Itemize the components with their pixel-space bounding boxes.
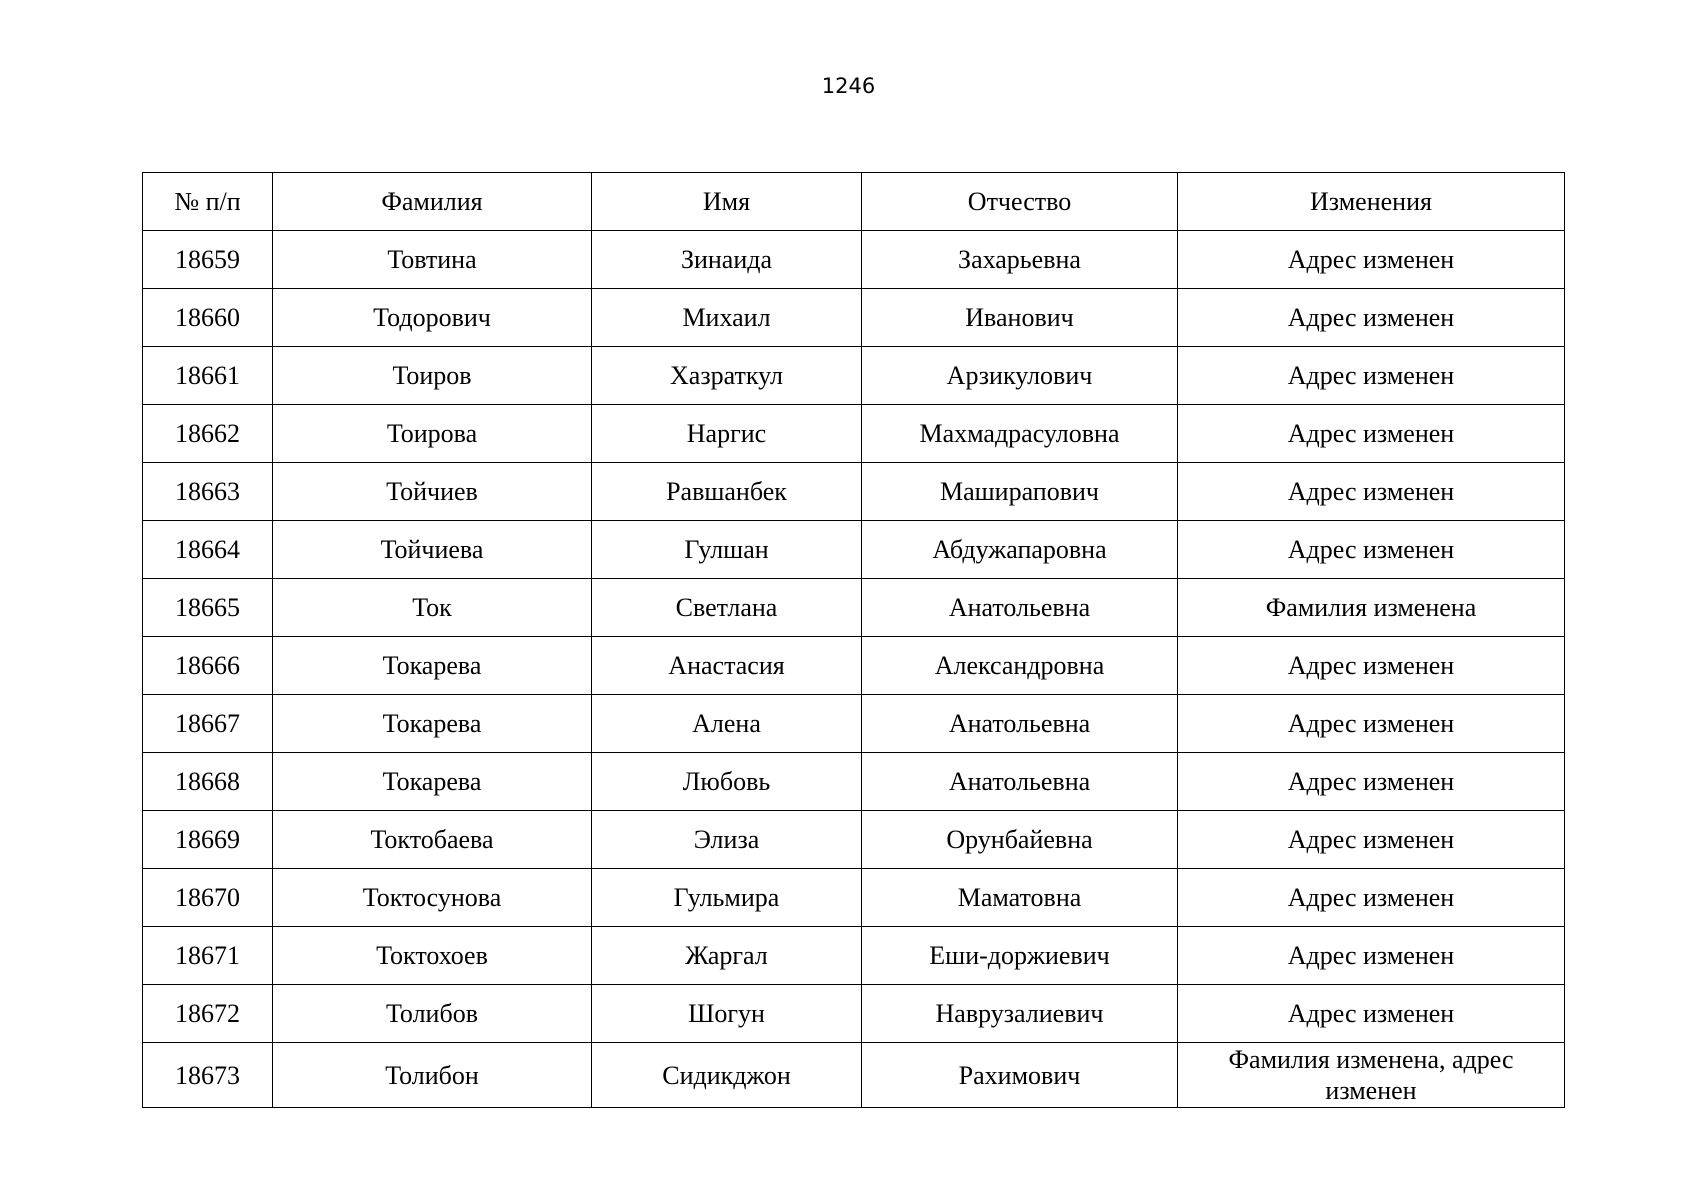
cell-first-name: Равшанбек [592, 463, 862, 521]
cell-patronymic: Иванович [862, 289, 1178, 347]
cell-number: 18668 [143, 753, 273, 811]
cell-surname: Тойчиев [273, 463, 592, 521]
cell-number: 18664 [143, 521, 273, 579]
cell-surname: Товтина [273, 231, 592, 289]
cell-patronymic: Анатольевна [862, 753, 1178, 811]
cell-first-name: Хазраткул [592, 347, 862, 405]
cell-changes: Адрес изменен [1178, 811, 1565, 869]
cell-first-name: Анастасия [592, 637, 862, 695]
cell-number: 18660 [143, 289, 273, 347]
cell-patronymic: Абдужапаровна [862, 521, 1178, 579]
header-surname: Фамилия [273, 173, 592, 231]
cell-changes: Адрес изменен [1178, 463, 1565, 521]
table-row [143, 347, 1565, 405]
table-row [143, 869, 1565, 927]
cell-changes: Фамилия изменена [1178, 579, 1565, 637]
cell-first-name: Сидикджон [592, 1043, 862, 1108]
table-row [143, 927, 1565, 985]
cell-number: 18672 [143, 985, 273, 1043]
cell-changes: Адрес изменен [1178, 753, 1565, 811]
cell-surname: Токтосунова [273, 869, 592, 927]
cell-first-name: Светлана [592, 579, 862, 637]
cell-number: 18669 [143, 811, 273, 869]
cell-first-name: Гульмира [592, 869, 862, 927]
registry-table [142, 172, 1565, 1108]
cell-surname: Токтобаева [273, 811, 592, 869]
table-row [143, 637, 1565, 695]
cell-patronymic: Александровна [862, 637, 1178, 695]
header-first-name: Имя [592, 173, 862, 231]
table-row [143, 753, 1565, 811]
cell-changes: Адрес изменен [1178, 695, 1565, 753]
cell-surname: Тодорович [273, 289, 592, 347]
table-row [143, 985, 1565, 1043]
cell-first-name: Элиза [592, 811, 862, 869]
cell-number: 18659 [143, 231, 273, 289]
page-number: 1246 [821, 74, 876, 98]
cell-changes: Фамилия изменена, адрес изменен [1178, 1043, 1565, 1108]
cell-first-name: Жаргал [592, 927, 862, 985]
header-number: № п/п [143, 173, 273, 231]
table-row [143, 521, 1565, 579]
cell-patronymic: Рахимович [862, 1043, 1178, 1108]
cell-first-name: Шогун [592, 985, 862, 1043]
table-row [143, 1043, 1565, 1108]
table-row [143, 579, 1565, 637]
cell-first-name: Гулшан [592, 521, 862, 579]
cell-patronymic: Анатольевна [862, 579, 1178, 637]
cell-changes: Адрес изменен [1178, 231, 1565, 289]
cell-surname: Токтохоев [273, 927, 592, 985]
cell-surname: Толибон [273, 1043, 592, 1108]
table-row [143, 231, 1565, 289]
cell-number: 18667 [143, 695, 273, 753]
cell-number: 18661 [143, 347, 273, 405]
cell-patronymic: Арзикулович [862, 347, 1178, 405]
cell-patronymic: Еши-доржиевич [862, 927, 1178, 985]
header-changes: Изменения [1178, 173, 1565, 231]
cell-number: 18666 [143, 637, 273, 695]
cell-patronymic: Орунбайевна [862, 811, 1178, 869]
cell-surname: Токарева [273, 695, 592, 753]
table-row [143, 811, 1565, 869]
cell-surname: Тойчиева [273, 521, 592, 579]
table-header-row [143, 173, 1565, 231]
cell-surname: Токарева [273, 753, 592, 811]
table-row [143, 289, 1565, 347]
table-row [143, 405, 1565, 463]
cell-patronymic: Маширапович [862, 463, 1178, 521]
cell-surname: Толибов [273, 985, 592, 1043]
cell-surname: Ток [273, 579, 592, 637]
cell-surname: Тоирова [273, 405, 592, 463]
cell-patronymic: Захарьевна [862, 231, 1178, 289]
cell-first-name: Наргис [592, 405, 862, 463]
cell-changes: Адрес изменен [1178, 289, 1565, 347]
table-row [143, 463, 1565, 521]
cell-patronymic: Анатольевна [862, 695, 1178, 753]
cell-changes: Адрес изменен [1178, 927, 1565, 985]
cell-number: 18671 [143, 927, 273, 985]
cell-number: 18663 [143, 463, 273, 521]
cell-changes: Адрес изменен [1178, 869, 1565, 927]
cell-surname: Тоиров [273, 347, 592, 405]
header-patronymic: Отчество [862, 173, 1178, 231]
cell-patronymic: Маматовна [862, 869, 1178, 927]
table-row [143, 695, 1565, 753]
cell-patronymic: Махмадрасуловна [862, 405, 1178, 463]
cell-changes: Адрес изменен [1178, 637, 1565, 695]
cell-number: 18665 [143, 579, 273, 637]
cell-first-name: Михаил [592, 289, 862, 347]
cell-changes: Адрес изменен [1178, 347, 1565, 405]
cell-number: 18670 [143, 869, 273, 927]
cell-number: 18673 [143, 1043, 273, 1108]
cell-first-name: Зинаида [592, 231, 862, 289]
cell-changes: Адрес изменен [1178, 405, 1565, 463]
cell-first-name: Любовь [592, 753, 862, 811]
cell-number: 18662 [143, 405, 273, 463]
cell-first-name: Алена [592, 695, 862, 753]
cell-surname: Токарева [273, 637, 592, 695]
cell-patronymic: Наврузалиевич [862, 985, 1178, 1043]
cell-changes: Адрес изменен [1178, 521, 1565, 579]
cell-changes: Адрес изменен [1178, 985, 1565, 1043]
